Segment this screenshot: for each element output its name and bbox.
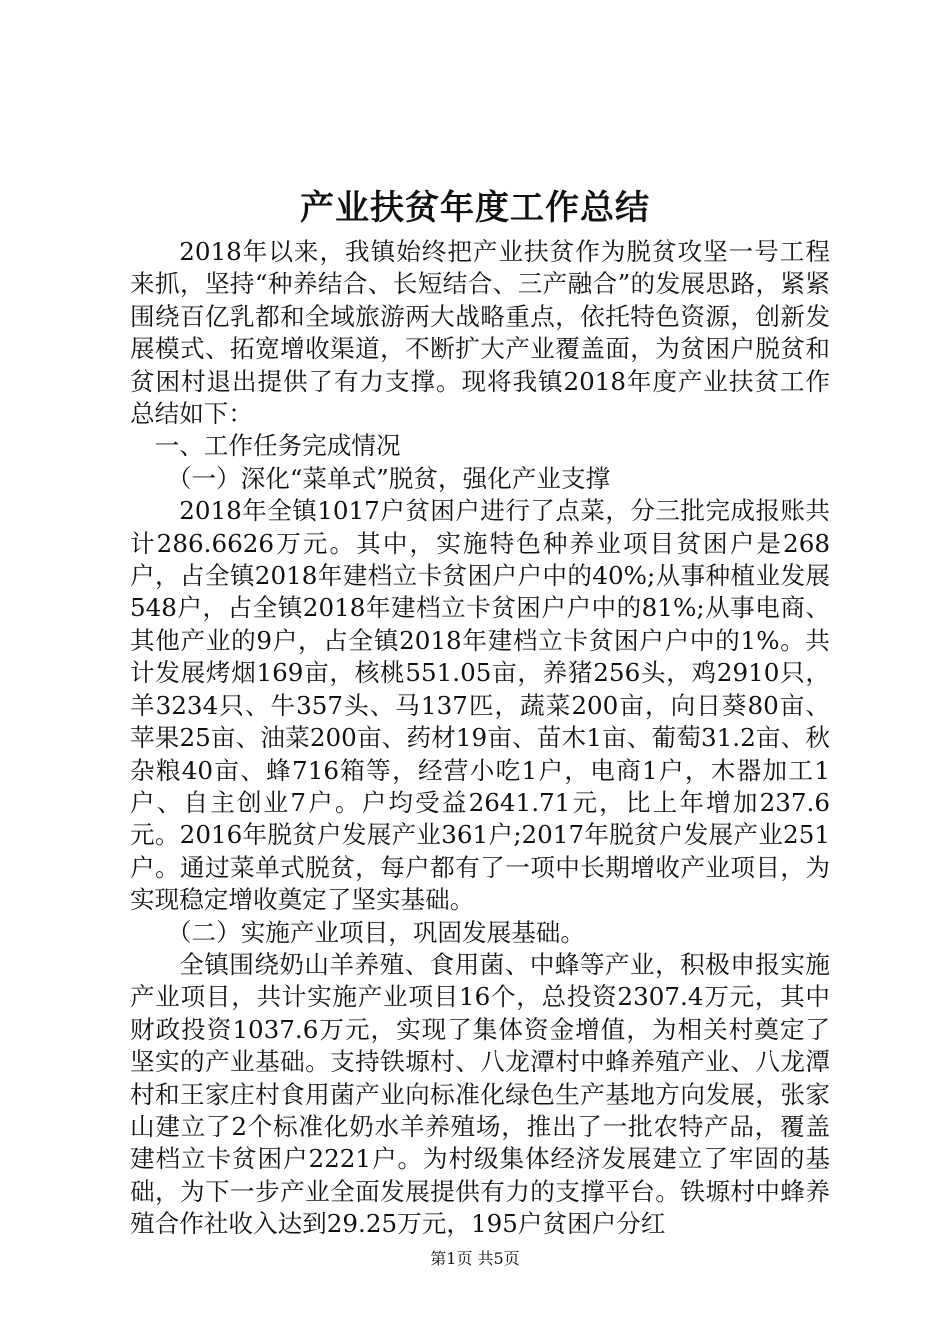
page-footer: 第1页 共5页 — [430, 1249, 520, 1268]
paragraph-intro: 2018年以来，我镇始终把产业扶贫作为脱贫攻坚一号工程来抓，坚持“种养结合、长短结合、三产融合”的发展思路，紧紧围绕百亿乳都和全域旅游两大战略重点，依托特色资源，创新发展模式、拓宽增收渠道，不断扩大产业覆盖面，为贫困户脱贫和贫困村退出提供了有力支撑。现将我镇2018年度产业扶贫工作总结如下： — [130, 237, 830, 429]
document-title: 产业扶贫年度工作总结 — [300, 188, 650, 228]
paragraph-projects: 全镇围绕奶山羊养殖、食用菌、中蜂等产业，积极申报实施产业项目，共计实施产业项目16个，总投资2307.4万元，其中财政投资1037.6万元，实现了集体资金增值，为相关村奠定了坚实的产业基础。支持铁塬村、八龙潭村中蜂养殖产业、八龙潭村和王家庄村食用菌产业向标准化绿色生产基地方向发展，张家山建立了2个标准化奶水羊养殖场，推出了一批农特产品，覆盖建档立卡贫困户2221户。为村级集体经济发展建立了牢固的基础，为下一步产业全面发展提供有力的支撑平台。铁塬村中蜂养殖合作社收入达到29.25万元，195户贫困户分红 — [130, 949, 830, 1239]
document-body — [130, 236, 830, 1241]
subsection-heading-1: （一）深化“菜单式”脱贫，强化产业支撑 — [166, 463, 611, 493]
section-heading: 一、工作任务完成情况 — [154, 431, 401, 461]
subsection-heading-2: （二）实施产业项目，巩固发展基础。 — [166, 917, 585, 947]
paragraph-menu-poverty: 2018年全镇1017户贫困户进行了点菜，分三批完成报账共计286.6626万元。其中，实施特色种养业项目贫困户是268户，占全镇2018年建档立卡贫困户户中的40%;从事种植业发展548户，占全镇2018年建档立卡贫困户户中的81%;从事电商、其他产业的9户，占全镇2018年建档立卡贫困户户中的1%。共计发展烤烟169亩，核桃551.05亩，养猪256头，鸡2910只，羊3234只、牛357头、马137匹，蔬菜200亩，向日葵80亩、苹果25亩、油菜200亩、药材19亩、苗木1亩、葡萄31.2亩、秋杂粮40亩、蜂716箱等，经营小吃1户，电商1户，木器加工1户、自主创业7户。户均受益2641.71元，比上年增加237.6元。2016年脱贫户发展产业361户;2017年脱贫户发展产业251户。通过菜单式脱贫，每户都有了一项中长期增收产业项目，为实现稳定增收奠定了坚实基础。 — [130, 496, 830, 915]
